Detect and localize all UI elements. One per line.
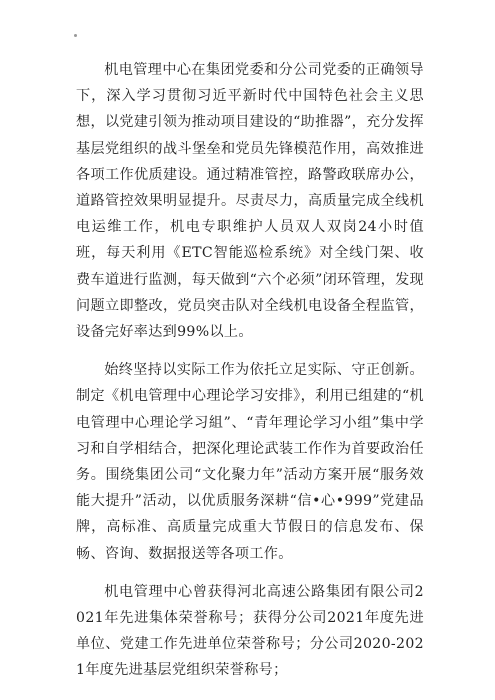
document-body: [76, 57, 424, 695]
paragraph-3: 机电管理中心曾获得河北高速公路集团有限公司2021年先进集体荣誉称号；获得分公司2021年度先进单位、党建工作先进单位荣誉称号；分公司2020-2021年度先进基层党组织荣誉称号；: [76, 583, 424, 679]
scan-dot: [74, 34, 77, 37]
paragraph-1: 机电管理中心在集团党委和分公司党委的正确领导下，深入学习贯彻习近平新时代中国特色社会主义思想，以党建引领为推动项目建设的“助推器”，充分发挥基层党组织的战斗堡垒和党员先锋模范作用，高效推进各项工作优质建设。通过精准管控，路警政联席办公，道路管控效果明显提升。尽责尽力，高质量完成全线机电运维工作，机电专职维护人员双人双岗24小时值班，每天利用《ETC智能巡检系统》对全线门架、收费车道进行监测，每天做到“六个必须”闭环管理，发现问题立即整改，党员突击队对全线机电设备全程监管，设备完好率达到99%以上。: [76, 62, 424, 341]
paragraph-2: 始终坚持以实际工作为依托立足实际、守正创新。制定《机电管理中心理论学习安排》，利用已组建的“机电管理中心理论学习組”、“青年理论学习小组”集中学习和自学相结合，把深化理论武装工作作为首要政治任务。围绕集团公司“文化聚力年”活动方案开展“服务效能大提升”活动，以优质服务深耕“信•心•999”党建品牌，高标准、高质量完成重大节假日的信息发布、保畅、咨询、数据报送等各项工作。: [76, 362, 424, 562]
